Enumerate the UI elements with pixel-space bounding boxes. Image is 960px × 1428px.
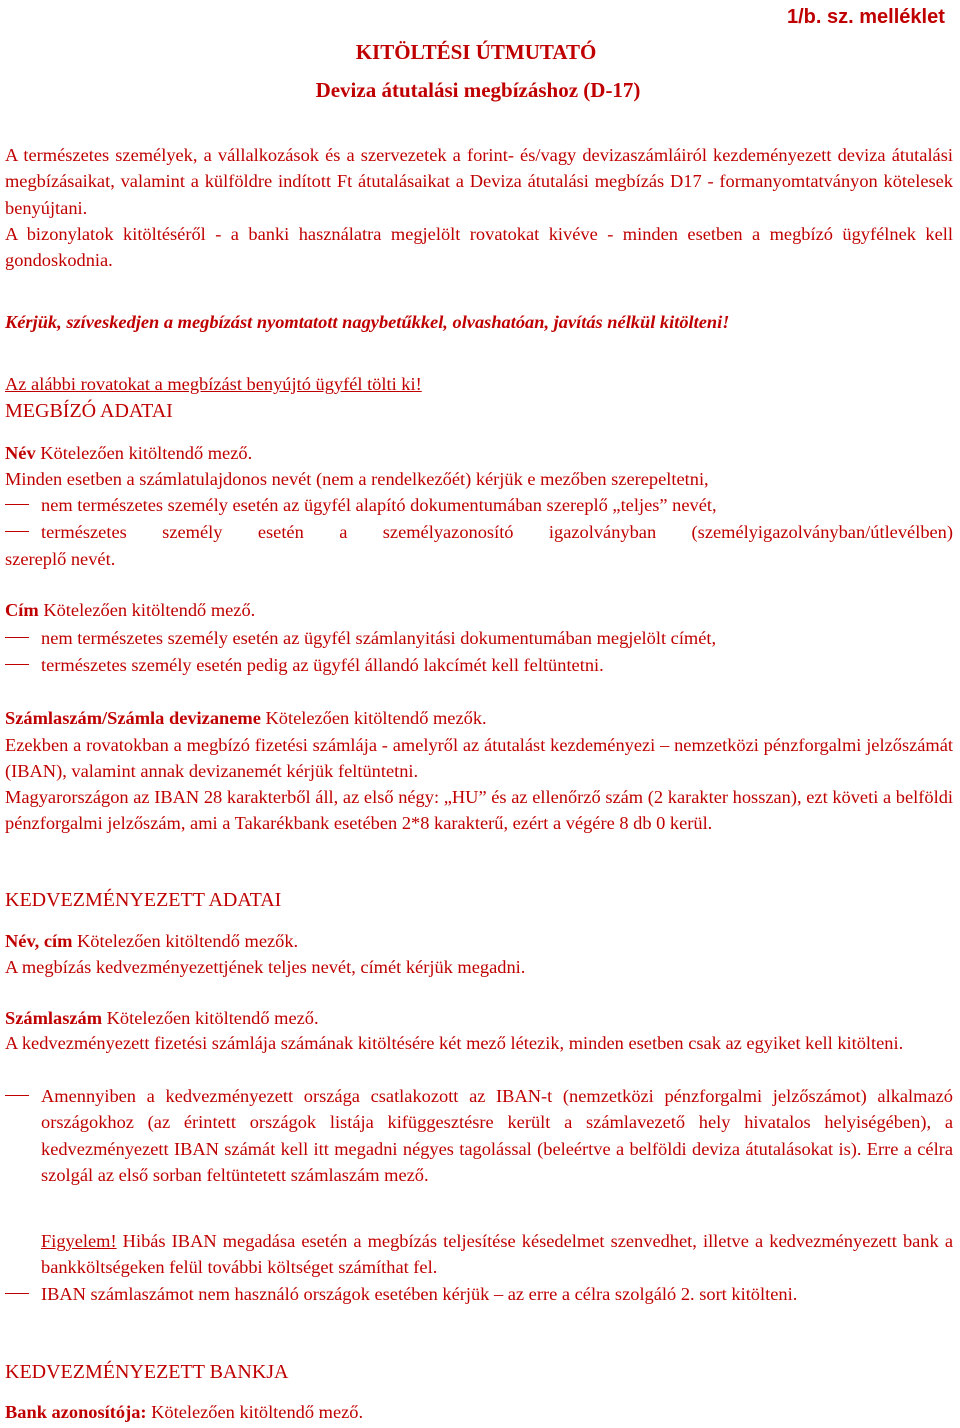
principal-name-instruction: Minden esetben a számlatulajdonos nevét (nem a rendelkezőét) kérjük e mezőben szerepeltetni, xyxy=(5,469,709,489)
dash-bullet xyxy=(5,652,33,665)
iban-warning xyxy=(41,1228,953,1281)
iban-format-note: Magyarországon az IBAN 28 karakterből áll, az első négy: „HU” és az ellenőrző szám (2 karakter hosszan), ezt követi a belföldi pénzforgalmi jelzőszám, ami a Takarékbank esetében 2*8 karakterű, ezért a végére 8 db 0 kerül. xyxy=(5,787,953,834)
dash-bullet xyxy=(5,625,33,638)
list-item: nem természetes személy esetén az ügyfél alapító dokumentumában szereplő „teljes” nevét, xyxy=(5,492,953,518)
field-label: Számlaszám/Számla devizaneme xyxy=(5,708,261,728)
client-fill-note: Az alábbi rovatokat a megbízást benyújtó ügyfél tölti ki! xyxy=(5,374,422,394)
list-item: Amennyiben a kedvezményezett országa csatlakozott az IBAN-t (nemzetközi pénzforgalmi jelzőszámot) alkalmazó országokhoz (az érintett országok listája kifüggesztésre került a számlavezető hely hivatalos helyiségében), a kedvezményezett IBAN számát kell itt megadni négyes tagolással (beleértve a belföldi deviza átutalásokat is). Erre a célra szolgál az első sorban feltüntetett számlaszám mező. xyxy=(5,1083,953,1189)
principal-name-field xyxy=(5,440,953,466)
beneficiary-heading: KEDVEZMÉNYEZETT ADATAI xyxy=(5,889,282,911)
field-label: Cím xyxy=(5,600,39,620)
dash-bullet xyxy=(5,519,33,532)
request-note: Kérjük, szíveskedjen a megbízást nyomtatott nagybetűkkel, olvashatóan, javítás nélkül kitölteni! xyxy=(5,312,730,332)
list-item: természetes személy esetén pedig az ügyfél állandó lakcímét kell feltüntetni. xyxy=(5,652,953,678)
dash-bullet xyxy=(5,1281,33,1294)
warning-text: Hibás IBAN megadása esetén a megbízás teljesítése késedelmet szenvedhet, illetve a kedvezményezett bank a bankköltségeken felül további költséget számíthat fel. xyxy=(41,1231,953,1278)
list-item-continuation: szereplő nevét. xyxy=(5,549,116,569)
required-note: Kötelezően kitöltendő mező. xyxy=(38,600,256,620)
field-label: Név, cím xyxy=(5,931,73,951)
list-item: természetes személy esetén a személyazonosító igazolványban (személyigazolványban/útlevélben) xyxy=(5,519,953,545)
principal-account-instruction: Ezekben a rovatokban a megbízó fizetési számlája - amelyről az átutalást kezdeményezi – nemzetközi pénzforgalmi jelzőszámát (IBAN), valamint annak devizanemét kérjük feltüntetni. xyxy=(5,735,953,782)
principal-address-field xyxy=(5,597,953,623)
required-note: Kötelezően kitöltendő mezők. xyxy=(260,708,487,728)
field-label: Bank azonosítója: xyxy=(5,1402,147,1422)
intro-paragraph: A természetes személyek, a vállalkozások és a szervezetek a forint- és/vagy devizaszámláiról kezdeményezett deviza átutalási megbízásaikat, valamint a külföldre indított Ft átutalásaikat a Deviza átutalási megbízás D17 - formanyomtatványon kötelesek benyújtani. xyxy=(5,145,953,218)
list-item: IBAN számlaszámot nem használó országok esetében kérjük – az erre a célra szolgáló 2. sort kitölteni. xyxy=(5,1281,953,1307)
required-note: Kötelezően kitöltendő mezők. xyxy=(72,931,299,951)
field-label: Számlaszám xyxy=(5,1008,103,1028)
required-note: Kötelezően kitöltendő mező. xyxy=(35,443,253,463)
dash-bullet xyxy=(5,492,33,505)
list-item: nem természetes személy esetén az ügyfél számlanyitási dokumentumában megjelölt címét, xyxy=(5,625,953,651)
beneficiary-account-instruction: A kedvezményezett fizetési számlája számának kitöltésére két mező létezik, minden esetben csak az egyiket kell kitölteni. xyxy=(5,1033,904,1053)
beneficiary-name-field xyxy=(5,928,953,954)
principal-account-field xyxy=(5,705,953,731)
annex-label: 1/b. sz. melléklet xyxy=(787,6,945,28)
document-subtitle: Deviza átutalási megbízáshoz (D-17) xyxy=(315,78,641,102)
intro-responsibility: A bizonylatok kitöltéséről - a banki használatra megjelölt rovatokat kivéve - minden esetben a megbízó ügyfélnek kell gondoskodnia. xyxy=(5,224,953,271)
warning-label: Figyelem! xyxy=(41,1231,117,1251)
dash-bullet xyxy=(5,1083,33,1096)
document-title: KITÖLTÉSI ÚTMUTATÓ xyxy=(355,40,597,64)
beneficiary-name-instruction: A megbízás kedvezményezettjének teljes nevét, címét kérjük megadni. xyxy=(5,957,526,977)
principal-heading: MEGBÍZÓ ADATAI xyxy=(5,400,173,422)
beneficiary-bank-heading: KEDVEZMÉNYEZETT BANKJA xyxy=(5,1361,289,1383)
required-note: Kötelezően kitöltendő mező. xyxy=(102,1008,319,1028)
field-label: Név xyxy=(5,443,36,463)
beneficiary-account-field xyxy=(5,1005,953,1031)
bank-id-field xyxy=(5,1399,953,1425)
required-note: Kötelezően kitöltendő mező. xyxy=(146,1402,364,1422)
